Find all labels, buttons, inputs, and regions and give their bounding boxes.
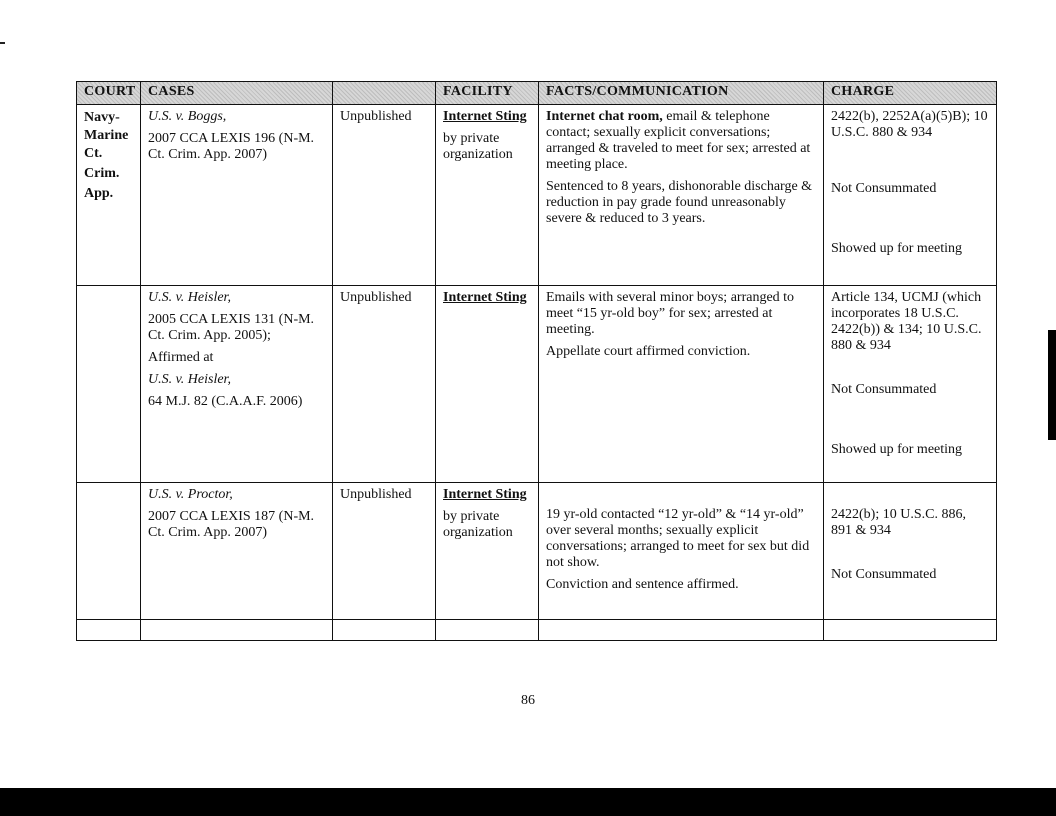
scan-mark — [0, 42, 5, 44]
status-cell: Unpublished — [333, 286, 436, 483]
court-line: App. — [84, 186, 114, 201]
facts-text: 19 yr-old contacted “12 yr-old” & “14 yr-old” over several months; sexually explicit conversations; arranged to meet for sex but did not show. — [546, 507, 810, 570]
charge-cell — [824, 105, 997, 286]
case-cell — [141, 105, 333, 286]
consummation-text: Not Consummated — [831, 181, 937, 196]
case-name: U.S. v. Boggs, — [148, 109, 227, 124]
facility-subtitle: by private organization — [443, 131, 513, 162]
court-line: Navy- — [84, 110, 120, 125]
status-cell: Unpublished — [333, 105, 436, 286]
court-line: Ct. — [84, 146, 103, 161]
facts-lead: Internet chat room, — [546, 109, 663, 124]
facility-title: Internet Sting — [443, 109, 527, 124]
case-citation: 2007 CCA LEXIS 187 (N-M. Ct. Crim. App. 2007) — [148, 509, 315, 540]
facts-cell — [539, 105, 824, 286]
facts-text — [546, 109, 816, 173]
empty-cell — [436, 620, 539, 641]
facility-title: Internet Sting — [443, 290, 527, 305]
case-table — [76, 81, 997, 641]
case-citation: 2005 CCA LEXIS 131 (N-M. Ct. Crim. App. 2005); — [148, 312, 315, 343]
facts-rest: email & telephone contact; sexually explicit conversations; arranged & traveled to meet for sex; arrested at meeting place. — [546, 109, 811, 172]
header-court: COURT — [77, 82, 141, 105]
table-row — [77, 105, 997, 286]
court-line: Marine — [84, 128, 129, 143]
page-number: 86 — [521, 693, 535, 708]
court-cell-empty — [77, 286, 141, 483]
scan-edge — [1048, 330, 1056, 440]
court-cell — [77, 105, 141, 286]
case-name: U.S. v. Proctor, — [148, 487, 233, 502]
table-row — [77, 483, 997, 620]
case-name-2: U.S. v. Heisler, — [148, 372, 231, 387]
table-row-empty — [77, 620, 997, 641]
outcome-text: Appellate court affirmed conviction. — [546, 344, 751, 359]
charge-cell — [824, 483, 997, 620]
note-text: Showed up for meeting — [831, 241, 963, 256]
empty-cell — [824, 620, 997, 641]
empty-cell — [77, 620, 141, 641]
facility-cell — [436, 483, 539, 620]
case-cell — [141, 286, 333, 483]
status-cell: Unpublished — [333, 483, 436, 620]
charge-text: 2422(b), 2252A(a)(5)B); 10 U.S.C. 880 & 934 — [831, 109, 988, 140]
facts-cell — [539, 286, 824, 483]
facts-text: Emails with several minor boys; arranged to meet “15 yr-old boy” for sex; arrested at meeting. — [546, 290, 795, 337]
charge-text: 2422(b); 10 U.S.C. 886, 891 & 934 — [831, 507, 966, 538]
table-row — [77, 286, 997, 483]
facility-cell — [436, 286, 539, 483]
consummation-text: Not Consummated — [831, 382, 937, 397]
table-header-row — [77, 82, 997, 105]
header-status — [333, 82, 436, 105]
empty-cell — [141, 620, 333, 641]
case-citation-2: 64 M.J. 82 (C.A.A.F. 2006) — [148, 394, 303, 409]
empty-cell — [333, 620, 436, 641]
note-text: Showed up for meeting — [831, 442, 963, 457]
facility-subtitle: by private organization — [443, 509, 513, 540]
facility-title: Internet Sting — [443, 487, 527, 502]
charge-cell — [824, 286, 997, 483]
header-cases: CASES — [141, 82, 333, 105]
affirmed-label: Affirmed at — [148, 350, 214, 365]
facility-cell — [436, 105, 539, 286]
facts-cell — [539, 483, 824, 620]
charge-text: Article 134, UCMJ (which incorporates 18 U.S.C. 2422(b)) & 134; 10 U.S.C. 880 & 934 — [831, 290, 982, 353]
header-charge: CHARGE — [824, 82, 997, 105]
outcome-text: Sentenced to 8 years, dishonorable discharge & reduction in pay grade found unreasonably severe & reduced to 3 years. — [546, 179, 813, 226]
scan-bottom-band — [0, 788, 1056, 816]
header-facts: FACTS/COMMUNICATION — [539, 82, 824, 105]
consummation-text: Not Consummated — [831, 567, 937, 582]
case-name: U.S. v. Heisler, — [148, 290, 231, 305]
header-facility: FACILITY — [436, 82, 539, 105]
empty-cell — [539, 620, 824, 641]
case-cell — [141, 483, 333, 620]
court-cell-empty — [77, 483, 141, 620]
court-line: Crim. — [84, 166, 120, 181]
outcome-text: Conviction and sentence affirmed. — [546, 577, 739, 592]
case-citation: 2007 CCA LEXIS 196 (N-M. Ct. Crim. App. 2007) — [148, 131, 315, 162]
